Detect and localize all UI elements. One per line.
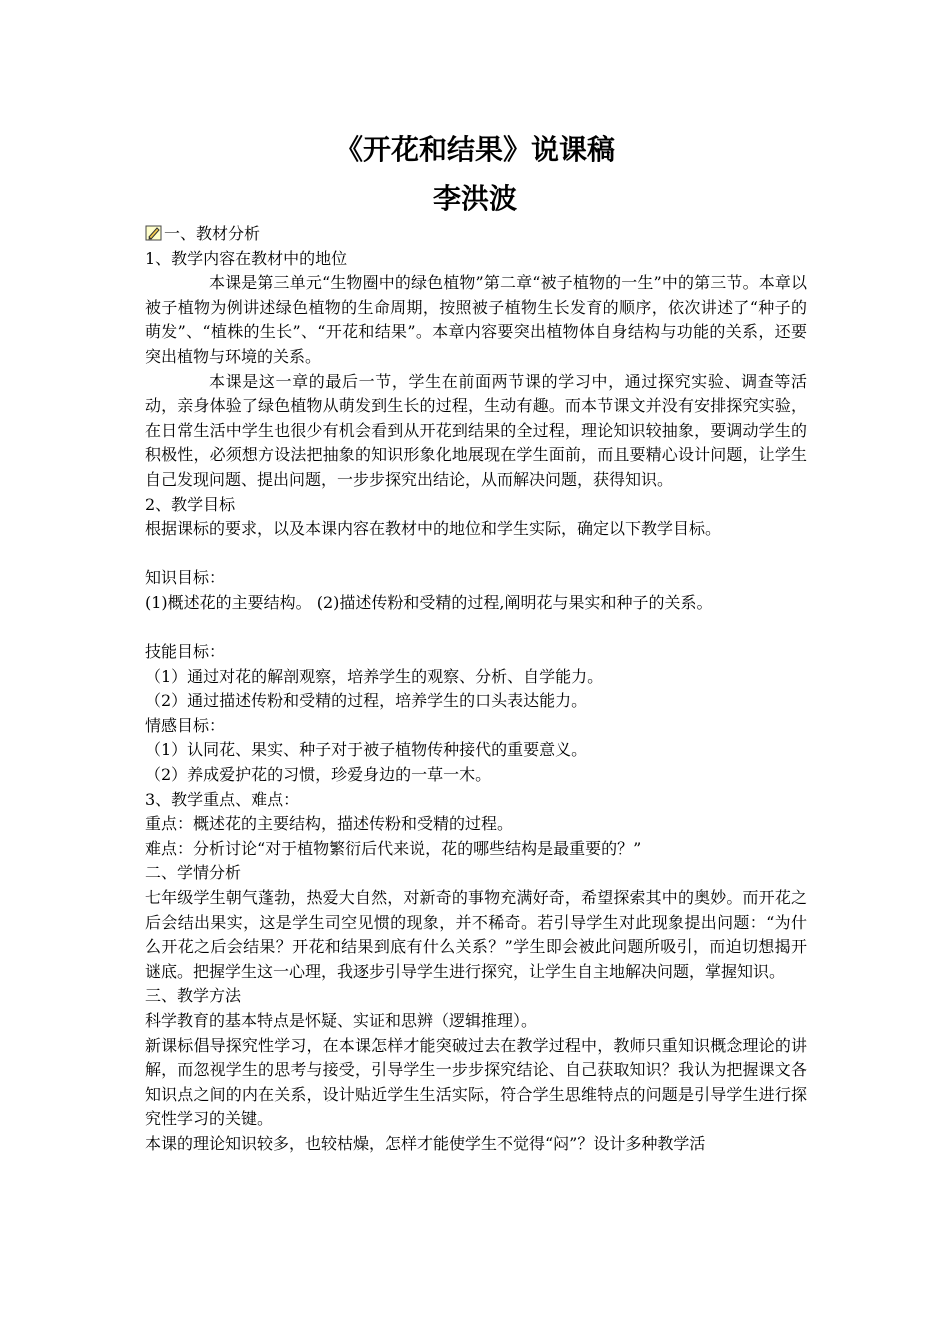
section-heading-2: 二、学情分析	[145, 863, 242, 883]
emotion-goal-1: （1）认同花、果实、种子对于被子植物传种接代的重要意义。	[145, 740, 588, 760]
subheading-goals: 2、教学目标	[145, 494, 236, 514]
paragraph-2: 本课是这一章的最后一节，学生在前面两节课的学习中，通过探究实验、调查等活动，亲身体验了绿色植物从萌发到生长的过程，生动有趣。而本节课文并没有安排探究实验，在日常生活中学生也很少有机会看到从开花到结果的全过程，理论知识较抽象，要调动学生的积极性，必须想方设法把抽象的知识形象化地展现在学生面前，而且要精心设计问题，让学生自己发现问题、提出问题，一步步探究出结论，从而解决问题，获得知识。	[145, 371, 807, 489]
paragraph-1: 本课是第三单元“生物圈中的绿色植物”第二章“被子植物的一生”中的第三节。本章以被子植物为例讲述绿色植物的生命周期，按照被子植物生长发育的顺序，依次讲述了“种子的萌发”、“植株的生长”、“开花和结果”。本章内容要突出植物体自身结构与功能的关系，还要突出植物与环境的关系。	[145, 273, 807, 366]
document-body	[145, 222, 807, 1157]
section-heading-3: 三、教学方法	[145, 986, 242, 1006]
section-heading-1: 一、教材分析	[145, 222, 807, 247]
key-point: 重点：概述花的主要结构，描述传粉和受精的过程。	[145, 814, 514, 834]
document-title: 《开花和结果》说课稿	[334, 133, 615, 166]
skill-goal-2: （2）通过描述传粉和受精的过程，培养学生的口头表达能力。	[145, 691, 588, 711]
difficult-point: 难点：分析讨论“对于植物繁衍后代来说，花的哪些结构是最重要的？”	[145, 838, 642, 858]
paragraph-5: 科学教育的基本特点是怀疑、实证和思辨（逻辑推理）。	[145, 1011, 538, 1030]
knowledge-goal-title: 知识目标：	[145, 568, 226, 588]
paragraph-3: 根据课标的要求，以及本课内容在教材中的地位和学生实际，确定以下教学目标。	[145, 519, 722, 539]
note-pencil-icon	[145, 224, 163, 240]
document-author: 李洪波	[432, 182, 517, 215]
blank-line	[145, 616, 807, 641]
blank-line	[145, 542, 807, 567]
paragraph-6: 新课标倡导探究性学习，在本课怎样才能突破过去在教学过程中，教师只重知识概念理论的讲解，而忽视学生的思考与接受，引导学生一步步探究结论、自己获取知识？我认为把握课文各知识点之间的内在关系，设计贴近学生生活实际，符合学生思维特点的问题是引导学生进行探究性学习的关键。	[145, 1035, 807, 1129]
emotion-goal-2: （2）养成爱护花的习惯，珍爱身边的一草一木。	[145, 765, 492, 785]
subheading-position: 1、教学内容在教材中的地位	[145, 248, 348, 268]
knowledge-goal-1: (1)概述花的主要结构。 (2)描述传粉和受精的过程,阐明花与果实和种子的关系。	[145, 592, 713, 612]
skill-goal-title: 技能目标：	[145, 642, 226, 662]
emotion-goal-title: 情感目标：	[145, 715, 226, 735]
skill-goal-1: （1）通过对花的解剖观察，培养学生的观察、分析、自学能力。	[145, 666, 604, 686]
paragraph-7: 本课的理论知识较多，也较枯燥，怎样才能使学生不觉得“闷”？设计多种教学活	[145, 1133, 706, 1153]
subheading-key-points: 3、教学重点、难点：	[145, 789, 300, 809]
paragraph-4: 七年级学生朝气蓬勃，热爱大自然，对新奇的事物充满好奇，希望探索其中的奥妙。而开花之后会结出果实，这是学生司空见惯的现象，并不稀奇。若引导学生对此现象提出问题：“为什么开花之后会结果？开花和结果到底有什么关系？”学生即会被此问题所吸引，而迫切想揭开谜底。把握学生这一心理，我逐步引导学生进行探究，让学生自主地解决问题，掌握知识。	[145, 888, 807, 981]
